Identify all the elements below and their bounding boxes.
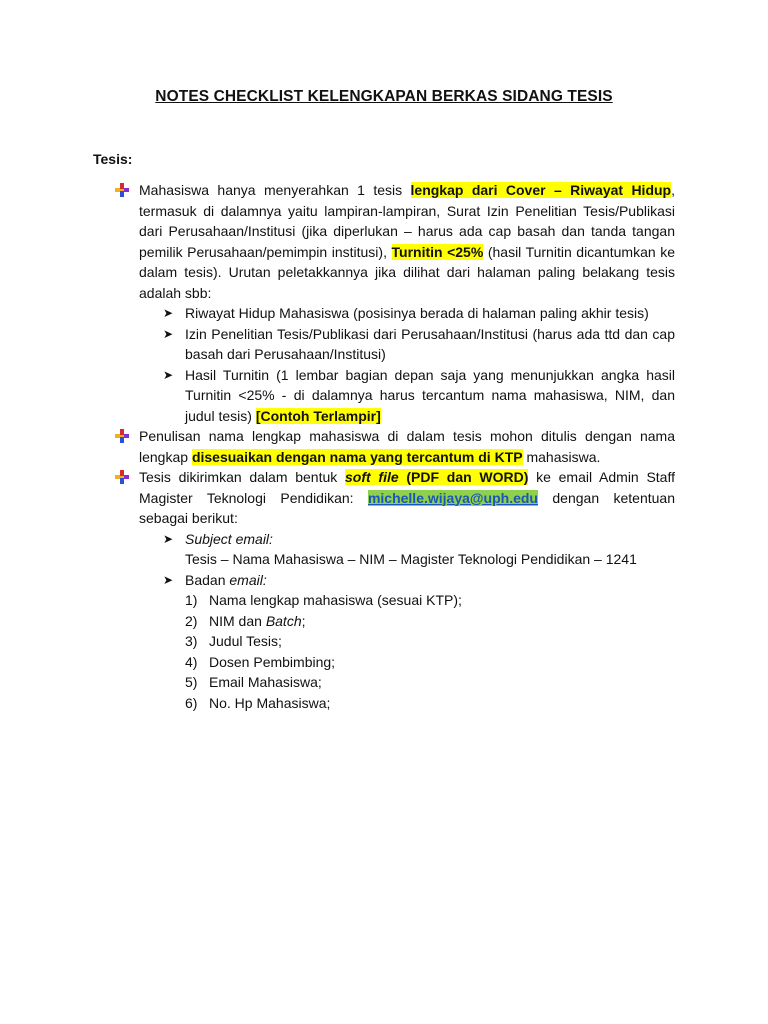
text: (hasil Turnitin dicantumkan ke dalam tesis). Urutan peletakkannya jika dilihat dari halaman paling belakang tesis adalah sbb: <box>139 243 675 301</box>
text: Penulisan nama lengkap mahasiswa di dalam tesis mohon ditulis dengan nama lengkap <box>139 428 675 465</box>
highlight-text: disesuaikan dengan nama yang tercantum di KTP <box>191 448 523 465</box>
checklist-item-2 <box>139 426 675 467</box>
four-color-cross-bullet-icon <box>115 183 129 197</box>
arrowhead-bullet-icon: ➤ <box>163 572 174 587</box>
sub-item-text: Riwayat Hidup Mahasiswa (posisinya berada di halaman paling akhir tesis) <box>185 305 649 321</box>
italic-text: Batch <box>265 612 302 629</box>
numbered-item-text: Judul Tesis; <box>209 633 282 649</box>
italic-text: soft file <box>345 469 399 485</box>
numbered-item <box>185 693 675 714</box>
sub-item-text: Hasil Turnitin (1 lembar bagian depan saja yang menunjukkan angka hasil Turnitin <25% - di dalamnya harus tercantum nama mahasiswa, NIM, dan judul tesis) <box>185 366 675 424</box>
page-title: NOTES CHECKLIST KELENGKAPAN BERKAS SIDANG TESIS <box>155 88 613 105</box>
numbered-item-text: Nama lengkap mahasiswa (sesuai KTP); <box>209 592 462 608</box>
numbered-item <box>185 672 675 693</box>
sub-item <box>163 365 675 427</box>
four-color-cross-bullet-icon <box>115 429 129 443</box>
highlight-text: Turnitin <25% <box>391 243 484 260</box>
number-label: 4) <box>185 653 198 670</box>
section-label: Tesis: <box>93 151 133 167</box>
number-label: 1) <box>185 592 198 608</box>
checklist-content <box>0 180 768 713</box>
sub-item <box>163 324 675 365</box>
arrowhead-bullet-icon: ➤ <box>163 326 174 341</box>
numbered-item-text: Dosen Pembimbing; <box>209 653 336 670</box>
highlight-text: lengkap dari Cover – Riwayat Hidup <box>410 182 672 198</box>
text: Mahasiswa hanya menyerahkan 1 tesis <box>139 182 411 198</box>
text: , termasuk di dalamnya yaitu lampiran-lampiran, Surat Izin Penelitian Tesis/Publikasi dari Perusahaan/Institusi (jika diperlukan – harus ada cap basah dan tanda tangan pemilik Perusahaan/pemimpin institusi), <box>139 182 675 260</box>
text: Tesis dikirimkan dalam bentuk <box>139 469 346 485</box>
sub-item-subject <box>163 529 675 550</box>
arrowhead-bullet-icon: ➤ <box>163 531 174 546</box>
sub-item <box>163 303 675 324</box>
text: dengan ketentuan sebagai berikut: <box>139 489 675 526</box>
numbered-item-text: No. Hp Mahasiswa; <box>209 694 331 711</box>
numbered-item-text: NIM dan <box>209 612 266 629</box>
number-label: 5) <box>185 674 198 690</box>
italic-text: email: <box>229 571 267 588</box>
email-link[interactable]: michelle.wijaya@uph.edu <box>367 489 538 506</box>
sub-item-text: Izin Penelitian Tesis/Publikasi dari Perusahaan/Institusi (harus ada ttd dan cap basah dari Perusahaan/Institusi) <box>185 325 675 362</box>
number-label: 3) <box>185 633 198 649</box>
numbered-item-text: Email Mahasiswa; <box>209 674 322 690</box>
sub-item-badan <box>163 570 675 591</box>
text: (PDF dan WORD) <box>398 469 529 485</box>
text: Badan <box>185 571 230 588</box>
subject-label: Subject email: <box>185 530 273 547</box>
numbered-item <box>185 652 675 673</box>
highlight-text <box>345 469 528 485</box>
numbered-item <box>185 631 675 652</box>
text: ; <box>301 612 306 629</box>
text: ke email Admin Staff Magister Teknologi Pendidikan: <box>139 469 675 506</box>
numbered-item <box>185 611 675 632</box>
numbered-item <box>185 590 675 611</box>
checklist-item-1 <box>139 180 675 303</box>
subject-value: Tesis – Nama Mahasiswa – NIM – Magister Teknologi Pendidikan – 1241 <box>185 551 637 567</box>
highlight-text: [Contoh Terlampir] <box>255 407 381 424</box>
number-label: 2) <box>185 612 198 629</box>
number-label: 6) <box>185 694 198 711</box>
arrowhead-bullet-icon: ➤ <box>163 367 174 382</box>
arrowhead-bullet-icon: ➤ <box>163 306 174 320</box>
four-color-cross-bullet-icon <box>115 470 129 484</box>
checklist-item-3 <box>139 467 675 529</box>
text: mahasiswa. <box>522 448 601 465</box>
